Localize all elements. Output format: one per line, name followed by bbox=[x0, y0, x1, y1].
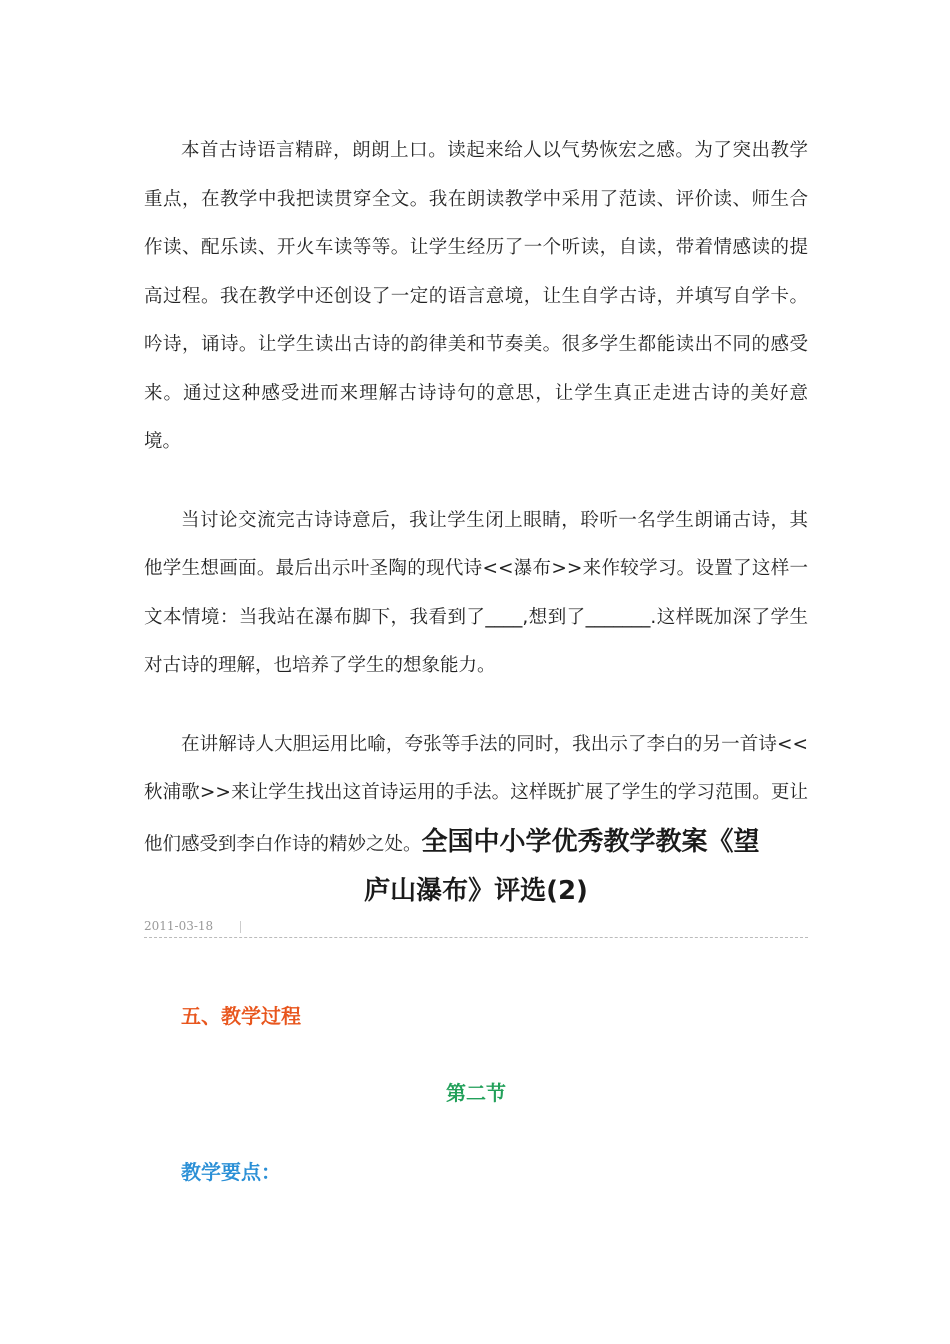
paragraph-2: 当讨论交流完古诗诗意后，我让学生闭上眼睛，聆听一名学生朗诵古诗，其他学生想画面。最后出示叶圣陶的现代诗<<瀑布>>来作较学习。设置了这样一文本情境：当我站在瀑布脚下，我看到了____,想到了_______.这样既加深了学生对古诗的理解，也培养了学生的想象能力。 bbox=[144, 509, 808, 676]
dashed-divider bbox=[144, 937, 808, 938]
paragraph-3: 在讲解诗人大胆运用比喻，夸张等手法的同时，我出示了李白的另一首诗<<秋浦歌>>来让学生找出这首诗运用的手法。这样既扩展了学生的学习范围。更让他们感受到李白作诗的精妙之处。 bbox=[144, 733, 808, 855]
meta-separator bbox=[240, 921, 241, 933]
teaching-points-heading: 教学要点： bbox=[181, 1160, 281, 1184]
paragraph-1: 本首古诗语言精辟，朗朗上口。读起来给人以气势恢宏之感。为了突出教学重点，在教学中我把读贯穿全文。我在朗读教学中采用了范读、评价读、师生合作读、配乐读、开火车读等等。让学生经历了一个听读，自读，带着情感读的提高过程。我在教学中还创设了一定的语言意境，让生自学古诗，并填写自学卡。吟诗，诵诗。让学生读出古诗的韵律美和节奏美。很多学生都能读出不同的感受来。通过这种感受进而来理解古诗诗句的意思，让学生真正走进古诗的美好意境。 bbox=[144, 140, 808, 452]
article-content bbox=[144, 127, 808, 1185]
article-meta bbox=[144, 919, 808, 935]
article-title-part2: 庐山瀑布》评选(2) bbox=[364, 876, 588, 906]
article-title-part1: 全国中小学优秀教学教案《望 bbox=[421, 826, 760, 857]
paragraph-3-with-title bbox=[144, 721, 808, 870]
section-heading: 五、教学过程 bbox=[181, 1004, 301, 1028]
publish-date: 2011-03-18 bbox=[144, 919, 214, 933]
sub-heading: 第二节 bbox=[446, 1081, 506, 1105]
